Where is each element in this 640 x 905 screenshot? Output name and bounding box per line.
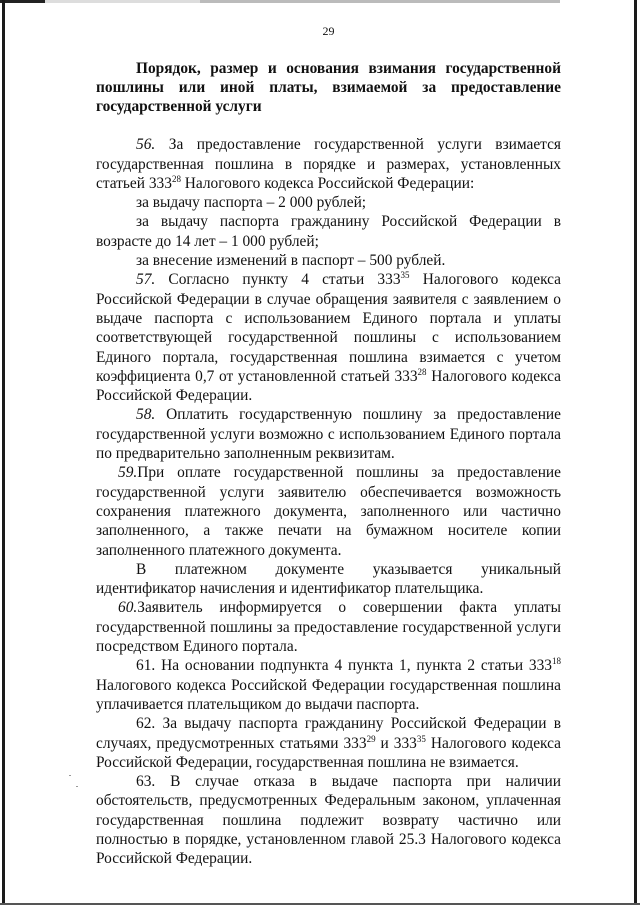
paragraph-text: Заявитель информируется о совершении факта уплаты государственной пошлины за предоставление государственной услуги посредством Единого портала. (96, 599, 561, 656)
article-superscript: 28 (171, 173, 181, 184)
scan-border-left (2, 0, 5, 905)
paragraph-text: За выдачу паспорта гражданину Российской Федерации в случаях, предусмотренных статьями 333 (96, 715, 561, 752)
scan-speck (69, 775, 71, 776)
paragraph-continuation (96, 560, 561, 599)
paragraph-text: На основании подпункта 4 пункта 1, пункта 2 статьи 333 (155, 657, 552, 675)
paragraph-text: Согласно пункту 4 статьи 333 (155, 271, 401, 289)
paragraph-text: за выдачу паспорта – 2 000 рублей; (136, 194, 367, 212)
paragraph-number: 60. (118, 599, 138, 617)
paragraph-number: 62. (136, 715, 156, 733)
paragraph-text: В платежном документе указывается уникальный идентификатор начисления и идентификатор плательщика. (96, 560, 561, 598)
paragraph-number: 57. (136, 271, 156, 289)
document-page (96, 18, 561, 869)
paragraph-text: Налогового кодекса Российской Федерации, государственная пошлина не взимается. (96, 734, 562, 771)
paragraph-58 (96, 405, 561, 463)
paragraph-56 (96, 135, 561, 193)
paragraph-57 (96, 270, 561, 405)
paragraph-text: Налогового кодекса Российской Федерации государственная пошлина уплачивается плательщиком до выдачи паспорта. (96, 676, 561, 713)
paragraph-continuation (96, 193, 561, 212)
paragraph-text: Налогового кодекса Российской Федерации: (180, 174, 475, 192)
article-superscript: 28 (417, 366, 427, 377)
page-number: 29 (322, 24, 335, 38)
scan-border-right (634, 0, 637, 905)
paragraph-text: за выдачу паспорта гражданину Российской Федерации в возрасте до 14 лет – 1 000 рублей; (96, 213, 561, 250)
paragraph-text: Оплатить государственную пошлину за предоставление государственной услуги возможно с использованием Единого портала по предварительно заполненным реквизитам. (96, 406, 561, 463)
paragraph-text: При оплате государственной пошлины за предоставление государственной услуги заявителю обеспечивается возможность сохранения платежного документа, заполненного или частично заполненного, а также печати на бумажном носителе копии заполненного платежного документа. (96, 464, 561, 559)
document-body (96, 135, 561, 868)
paragraph-61 (96, 656, 561, 714)
paragraph-text: Налогового кодекса Российской Федерации. (96, 367, 561, 405)
paragraph-text: За предоставление государственной услуги взимается государственная пошлина в порядке и размерах, установленных статьей 333 (96, 136, 561, 192)
scan-border-top (0, 0, 640, 3)
paragraph-number: 61. (136, 657, 156, 675)
scan-speck (76, 786, 78, 787)
paragraph-63 (96, 772, 561, 868)
paragraph-continuation (96, 212, 561, 251)
paragraph-59 (96, 463, 561, 559)
paragraph-number: 59. (118, 464, 138, 482)
paragraph-60 (96, 598, 561, 656)
paragraph-continuation (96, 251, 561, 270)
article-superscript: 29 (366, 733, 376, 744)
article-superscript: 35 (416, 733, 426, 744)
paragraph-number: 56. (136, 136, 156, 154)
paragraph-text: Налогового кодекса Российской Федерации в случае обращения заявителя с заявлением о выдаче паспорта с использованием Единого портала и уплаты соответствующей государственной пошлины с использованием Единого портала, государственная пошлина взимается с учетом коэффициента 0,7 от установленной статьей 333 (96, 271, 562, 385)
section-heading: Порядок, размер и основания взимания государственной пошлины или иной платы, взимаемой за предоставление государственной услуги (96, 60, 561, 116)
article-superscript: 35 (400, 270, 410, 281)
paragraph-text: и 333 (375, 734, 417, 752)
paragraph-number: 63. (136, 773, 156, 791)
paragraph-text: за внесение изменений в паспорт – 500 рублей. (136, 252, 446, 270)
article-superscript: 18 (552, 656, 561, 667)
paragraph-number: 58. (136, 406, 156, 424)
paragraph-text: В случае отказа в выдаче паспорта при наличии обстоятельств, предусмотренных Федеральным законом, уплаченная государственная пошлина подлежит возврату частично или полностью в порядке, установленном главой 25.3 Налогового кодекса Российской Федерации. (96, 773, 561, 868)
paragraph-62 (96, 714, 561, 772)
